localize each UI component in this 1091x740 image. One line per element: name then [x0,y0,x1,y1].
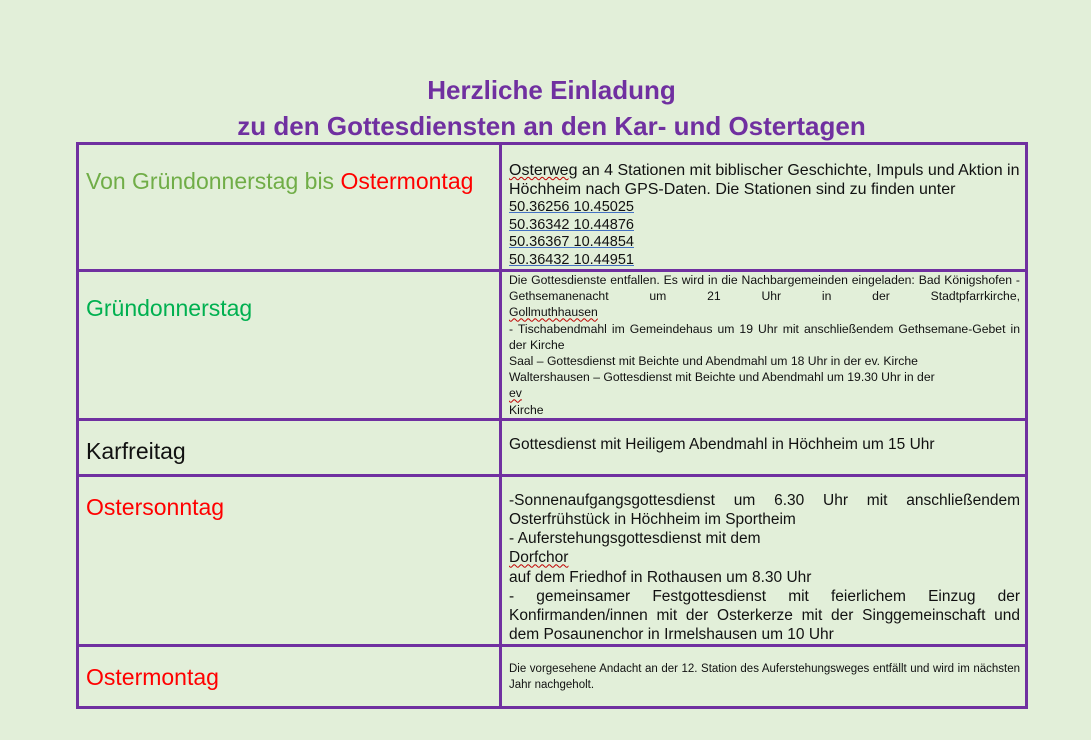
page-title [0,72,1091,144]
description-text: Gottesdienst mit Heiligem Abendmahl in Höchheim um 15 Uhr [509,435,935,453]
day-label: Ostermontag [86,664,219,691]
description-cell [501,271,1027,420]
title-line-1: Herzliche Einladung [427,75,676,105]
schedule-table [76,142,1028,709]
description-cell [501,144,1027,271]
table-row [78,271,1027,420]
day-cell [78,144,501,271]
day-cell [78,475,501,646]
table-row [78,144,1027,271]
gps-coordinate[interactable]: 50.36367 10.44854 [509,234,634,250]
gps-coordinate[interactable]: 50.36432 10.44951 [509,251,634,268]
gps-coordinate[interactable]: 50.36256 10.45025 [509,199,634,215]
day-cell [78,419,501,475]
table-row [78,475,1027,646]
table-row [78,419,1027,475]
description-text: Osterweg an 4 Stationen mit biblischer Geschichte, Impuls und Aktion in Höchheim nach GPS-Daten. Die Stationen sind zu finden unter 50.36256 10.45025 50.36342 10.44876 50.36367 10.44854 50.36432 10.44951 [509,162,1020,268]
description-text: Die vorgesehene Andacht an der 12. Station des Auferstehungsweges entfällt und wird im nächsten Jahr nachgeholt. [509,663,1020,692]
day-label: Ostersonntag [86,493,225,520]
description-text: Die Gottesdienste entfallen. Es wird in die Nachbargemeinden eingeladen: Bad Königshofen - Gethsemanenacht um 21 Uhr in der Stadtpfarrkirche, Gollmuthhausen - Tischabendmahl im Gemeindehaus um 19 Uhr mit anschließendem Gethsemane-Gebet in der Kirche Saal – Gottesdienst mit Beichte und Abendmahl um 18 Uhr in der ev. Kirche Waltershausen – Gottesdienst mit Beichte und Abendmahl um 19.30 Uhr in der ev Kirche [509,273,1020,417]
description-cell [501,419,1027,475]
title-line-2: zu den Gottesdiensten an den Kar- und Ostertagen [237,111,866,141]
gps-coordinate[interactable]: 50.36342 10.44876 [509,216,634,233]
day-cell [78,271,501,420]
table-row [78,646,1027,708]
description-text: -Sonnenaufgangsgottesdienst um 6.30 Uhr mit anschließendem Osterfrühstück in Höchheim im Sportheim - Auferstehungsgottesdienst mit dem Dorfchor auf dem Friedhof in Rothausen um 8.30 Uhr - gemeinsamer Festgottesdienst mit feierlichem Einzug der Konfirmanden/innen mit der Osterkerze mit der Singgemeinschaft und dem Posaunenchor in Irmelshausen um 10 Uhr [509,491,1020,644]
day-label: Von Gründonnerstag bis Ostermontag [86,168,474,194]
description-cell [501,475,1027,646]
day-cell [78,646,501,708]
description-cell [501,646,1027,708]
day-label: Karfreitag [86,437,186,464]
day-label: Gründonnerstag [86,295,253,321]
